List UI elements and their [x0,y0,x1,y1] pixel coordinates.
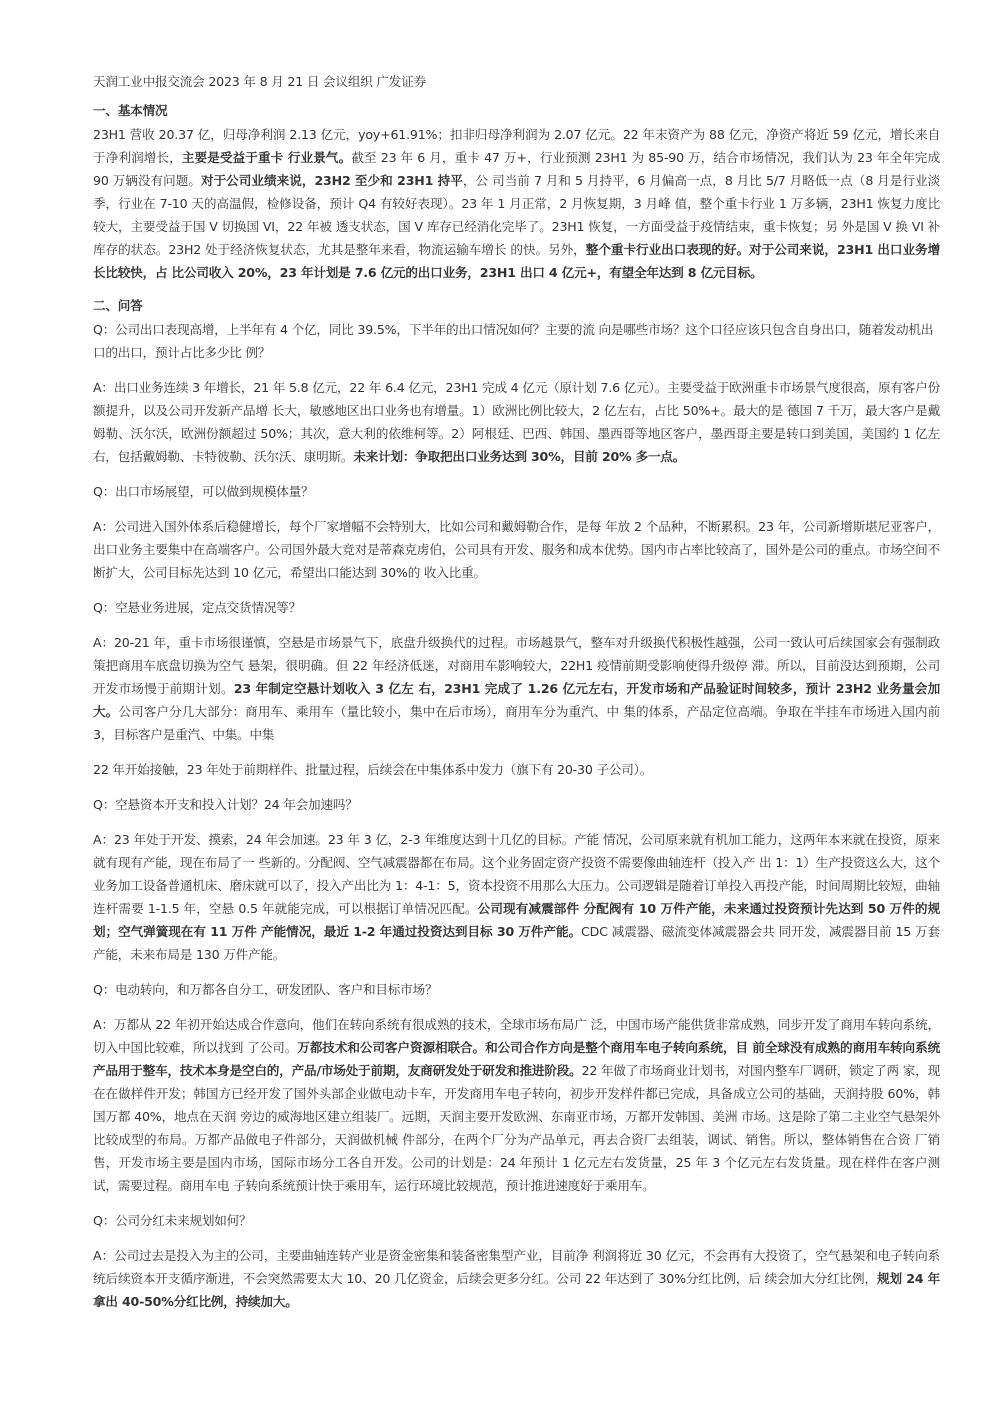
basic-info-paragraph [93,123,940,284]
text-segment: A：万都从 22 年初开始达成合作意向，他们在转向系统有很成熟的技术，全球市场布局广 泛，中国市场产能供货非常成熟，同步开发了商用车转向系统，切入中国比较难，所以找到 了公司。 [93,1017,940,1055]
text-segment: 23H1 营收 20.37 亿，归母净利润 2.13 亿元，yoy+61.91%；扣非归母净利润为 2.07 亿元。22 年末资产为 88 亿元，净资产将近 59 亿元，增长来自于净利润增长， [93,127,940,165]
bold-segment: 对于公司业绩来说，23H2 至少和 23H1 持平 [200,173,463,188]
bold-segment: 万都技术和公司客户资源相联合。和公司合作方向是整个商用车电子转向系统，目 前全球没有成熟的商用车转向系统产品用于整车，技术本身是空白的，产品/市场处于前期，友商研发处于研发和推进阶段。 [93,1040,940,1078]
answer-6 [93,1244,940,1313]
text-segment: A：出口业务连续 3 年增长，21 年 5.8 亿元，22 年 6.4 亿元，23H1 完成 4 亿元（原计划 7.6 亿元）。主要受益于欧洲重卡市场景气度很高，原有客户份额提升，以及公司开发新产品增 长大，敏感地区出口业务也有增量。1）欧洲比例比较大，2 亿左右，占比 50%+。最大的是 德国 7 千万，最大客户是戴姆勒、沃尔沃，欧洲份额超过 50%；其次，意大利的依维柯等。2）阿根廷、巴西、韩国、墨西哥等地区客户，墨西哥主要是转口到美国，美国约 1 亿左右，包括戴姆勒、卡特彼勒、沃尔沃、康明斯。 [93,380,940,464]
answer-3-continued: 22 年开始接触，23 年处于前期样件、批量过程，后续会在中集体系中发力（旗下有 20-30 子公司）。 [93,762,653,777]
bold-segment: 23 年制定空悬计划收入 3 亿左 右，23H1 完成了 1.26 亿元左右，开发市场和产品验证时间较多，预计 23H2 业务量会加大。 [93,681,940,719]
bold-segment: 未来计划：争取把出口业务达到 30%，目前 20% 多一点。 [353,449,686,464]
text-segment: 22 年做了市场商业计划书，对国内整车厂调研，锁定了两 家，现在在做样件开发；韩国方已经开发了国外头部企业做电动卡车，开发商用车电子转向，初步开发样件都已完成，具备成立公司的基础，天润持股 60%，韩国万都 40%，地点在天润 旁边的威海地区建立组装厂。远期，天润主要开发欧洲、东南亚市场，万都开发韩国、美洲 市场。这是除了第二主业空气悬架外比较成型的布局。万都产品做电子件部分，天润做机械 件部分，在两个厂分为产品单元，再去合资厂去组装，调试、销售。所以，整体销售在合资 厂销售，开发市场主要是国内市场，国际市场分工各自开发。公司的计划是：24 年预计 1 亿元左右发货量，25 年 3 个亿元左右发货量。现在样件在客户测试，需要过程。商用车电 子转向系统预计快于乘用车，运行环境比较规范，预计推进速度好于乘用车。 [93,1063,940,1193]
question-6: Q：公司分红未来规划如何？ [93,1213,252,1228]
section-heading-basic-info: 一、基本情况 [93,103,168,118]
answer-1 [93,376,940,468]
text-segment: 公司客户分几大部分：商用车、乘用车（量比较小，集中在后市场），商用车分为重汽、中 集的体系，产品定位高端。争取在半挂车市场进入国内前 3，目标客户是重汽、中集。中集 [93,704,940,742]
answer-3 [93,631,940,746]
answer-4 [93,828,940,966]
bold-segment: 规划 24 年拿出 40-50%分红比例，持续加大。 [93,1271,940,1309]
text-segment: A：23 年处于开发、摸索，24 年会加速。23 年 3 亿，2-3 年维度达到十几亿的目标。产能 情况，公司原来就有机加工能力，这两年本来就在投资，原来就有现有产能，现在布局了一 些新的。分配阀、空气减震器都在布局。这个业务固定资产投资不需要像曲轴连杆（投入产 出 1：1）生产投资这么大，这个业务加工设备普通机床、磨床就可以了，投入产出比为 1：4-1：5，资本投资不用那么大压力。公司逻辑是随着订单投入再投产能，时间周期比较短，曲轴连杆需要 1-1.5 年，空悬 0.5 年就能完成，可以根据订单情况匹配。 [93,832,940,916]
question-2: Q：出口市场展望，可以做到规模体量？ [93,484,314,499]
text-segment: CDC 减震器、磁流变体减震器会共 同开发，减震器目前 15 万套产能，未来布局是 130 万件产能。 [93,924,940,962]
question-4: Q：空悬资本开支和投入计划？24 年会加速吗？ [93,797,358,812]
text-segment: A：公司过去是投入为主的公司，主要曲轴连转产业是资金密集和装备密集型产业，目前净 利润将近 30 亿元，不会再有大投资了，空气悬架和电子转向系统后续资本开支循序渐进，不会突然需要太大 10、20 几亿资金，后续会更多分红。公司 22 年达到了 30%分红比例，后 续会加大分红比例， [93,1248,940,1286]
question-5: Q：电动转向，和万都各自分工，研发团队、客户和目标市场？ [93,982,438,997]
answer-2: A：公司进入国外体系后稳健增长，每个厂家增幅不会特别大，比如公司和戴姆勒合作，是每 年放 2 个品种，不断累积。23 年，公司新增斯堪尼亚客户，出口业务主要集中在高端客户。公司国外最大竞对是蒂森克虏伯，公司具有开发、服务和成本优势。国内市占率比较高了，国外是公司的重点。市场空间不断扩大，公司目标先达到 10 亿元，希望出口能达到 30%的 收入比重。 [93,519,940,580]
document-title: 天润工业中报交流会 2023 年 8 月 21 日 会议组织 广发证券 [93,74,426,89]
question-1: Q：公司出口表现高增，上半年有 4 个亿，同比 39.5%，下半年的出口情况如何？主要的流 向是哪些市场？这个口径应该只包含自身出口，随着发动机出口的出口，预计占比多少比 例？ [93,322,934,360]
bold-segment: 公司现有减震部件 分配阀有 10 万件产能，未来通过投资预计先达到 50 万件的规划；空气弹簧现在有 11 万件 产能情况，最近 1-2 年通过投资达到目标 30 万件产能。 [93,901,940,939]
text-segment: ，公 司当前 7 月和 5 月持平，6 月偏高一点，8 月比 5/7 月略低一点（8 月是行业淡季，行业在 7-10 天的高温假，检修设备，预计 Q4 有较好表现）。23 年 1 月正常，2 月恢复期，3 月峰 值，整个重卡行业 1 万多辆，23H1 恢复力度比较大，主要受益于国 V 切换国 VI，22 年被 透支状态，国 V 库存已经消化完毕了。23H1 恢复，一方面受益于疫情结束，重卡恢复；另 外是国 V 换 VI 补库存的状态。23H2 处于经济恢复状态，尤其是整年来看，物流运输车增长 的快。另外， [93,173,941,257]
text-segment: A：20-21 年，重卡市场很谨慎，空悬是市场景气下，底盘升级换代的过程。市场越景气，整车对升级换代积极性越强，公司一致认可后续国家会有强制政策把商用车底盘切换为空气 悬架，很明确。但 22 年经济低迷，对商用车影响较大，22H1 疫情前期受影响使得升级停 滞。所以，目前没达到预期，公司开发市场慢于前期计划。 [93,635,940,696]
bold-segment: 整个重卡行业出口表现的好。对于公司来说，23H1 出口业务增长比较快，占 比公司收入 20%，23 年计划是 7.6 亿元的出口业务，23H1 出口 4 亿元+，有望全年达到 8 亿元目标。 [93,242,940,280]
question-3: Q：空悬业务进展，定点交货情况等？ [93,600,302,615]
bold-segment: 主要是受益于重卡 行业景气。 [181,150,352,165]
text-segment: 截至 23 年 6 月，重卡 47 万+，行业预测 23H1 为 85-90 万，结合市场情况，我们认为 23 年全年完成 90 万辆没有问题。 [93,150,940,188]
section-heading-qa: 二、问答 [93,298,143,313]
answer-5 [93,1013,940,1197]
